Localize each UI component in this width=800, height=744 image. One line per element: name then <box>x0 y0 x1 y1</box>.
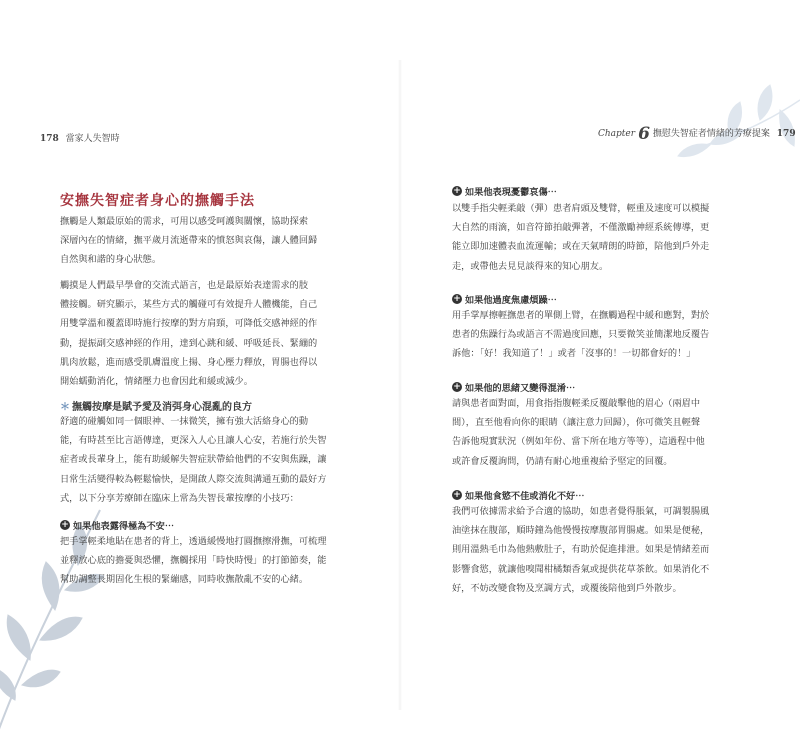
question-text: 如果他表現憂鬱哀傷⋯ <box>465 187 557 198</box>
question-heading-appetite <box>452 488 584 502</box>
left-running-header <box>40 131 120 144</box>
question-heading-depressed <box>452 184 557 198</box>
question-text: 如果他的思緒又變得混淆⋯ <box>465 383 576 394</box>
plus-circle-icon: + <box>453 490 461 500</box>
subsection-heading <box>60 398 252 413</box>
plus-circle-icon: + <box>61 520 69 530</box>
question-text: 如果他過度焦慮煩躁⋯ <box>465 295 557 306</box>
plus-circle-icon: + <box>453 382 461 392</box>
question-heading-irritable <box>452 292 557 306</box>
question-heading-confused <box>452 380 575 394</box>
leaf-decoration-left <box>0 470 120 744</box>
answer-appetite: 我們可依據需求給予合適的協助，如患者覺得脹氣，可調製腸風 油塗抹在腹部，順時鐘為他慢慢按摩腹部胃腸處。如果是便秘， 則用溫熱毛巾為他熱敷肚子，有助於促進排泄。如果是情緒差而 影響食慾，就讓他嗅聞柑橘類香氣或提供花草茶飲。如果消化不 好，不妨改變食物及烹調方式，或覆後陪他到戶外散步。 <box>452 506 710 594</box>
left-running-title: 當家人失智時 <box>65 134 120 144</box>
left-paragraph-3: 舒適的碰觸如同一個眼神、一抹微笑，擁有強大活絡身心的動 能，有時甚至比言語傳達，更深入人心且讓人心安，若施行於失智 症者或長輩身上，能有助緩解失智症狀帶給他們的不安與焦躁，讓 日常生活變得較為輕鬆愉快，是開啟人際交流與溝通互動的最好方 式，以下分享芳療師在臨床上常為失智長輩按摩的小技巧： <box>60 416 327 504</box>
chapter-label: Chapter <box>598 129 636 139</box>
right-page-number: 179 <box>776 129 796 139</box>
subsection-heading-text: 撫觸按摩是賦予愛及消弭身心混亂的良方 <box>72 402 252 413</box>
answer-depressed: 以雙手指尖輕柔敲（彈）患者肩頭及雙臂，輕重及速度可以模擬 大自然的雨滴，如音符節拍敲彈著，不僅激勵神經系統傳導，更 能立即加速體表血流運輸；或在天氣晴朗的時節，陪他到戶外走 走，或帶他去見見談得來的知心朋友。 <box>452 203 710 272</box>
question-text: 如果他表露得極為不安⋯ <box>73 521 175 532</box>
section-title: 安撫失智症者身心的撫觸手法 <box>60 193 255 209</box>
answer-anxious: 把手掌輕柔地貼在患者的背上，透過緩慢地打圓撫擦滑撫，可梳理 並釋放心底的擔憂與恐懼，撫觸採用「時快時慢」的打節節奏，能 幫助調整長期固化生根的緊繃感，同時收撫散亂不安的心緒。 <box>60 536 327 586</box>
chapter-number: 6 <box>638 124 650 144</box>
plus-circle-icon: + <box>453 186 461 196</box>
left-paragraph-2: 觸摸是人們最早學會的交流式語言，也是最原始表達需求的肢 體接觸。研究顯示，某些方式的觸碰可有效提升人體機能，自己 用雙掌溫和覆蓋即時施行按摩的對方肩頸，可降低交感神經的作 動，提振副交感神經的作用，達到心跳和緩、呼吸延長、緊繃的 肌肉放鬆，進而感受肌膚溫度上揚、身心壓力釋放，胃腸也得以 開始蠕動消化，情緒壓力也會因此和緩或減少。 <box>60 280 318 388</box>
book-gutter-shadow <box>398 60 402 710</box>
asterisk-icon: ＊ <box>60 402 70 413</box>
question-text: 如果他食慾不佳或消化不好⋯ <box>465 491 585 502</box>
answer-confused: 請與患者面對面，用食指指腹輕柔反覆敲擊他的眉心（兩眉中 間），直至他看向你的眼睛（讓注意力回歸），你可微笑且輕聲 告訴他現實狀況（例如年份、當下所在地方等等），這過程中他 或許會反覆詢問，仍請有耐心地重複給予堅定的回覆。 <box>452 398 705 467</box>
plus-circle-icon: + <box>453 294 461 304</box>
right-running-title: 撫慰失智症者情緒的芳療提案 <box>652 129 770 139</box>
answer-irritable: 用手掌厚擦輕撫患者的單側上臂，在撫觸過程中緩和應對，對於 患者的焦躁行為或語言不需過度回應，只要微笑並簡潔地反覆告 訴他：「好！我知道了！」或者「沒事的！一切都會好的！」 <box>452 310 710 360</box>
left-page-number: 178 <box>40 134 59 144</box>
question-heading-anxious <box>60 518 174 532</box>
left-paragraph-1: 撫觸是人類最原始的需求，可用以感受呵護與關懷，協助探索 深層內在的情緒，撫平歲月流逝帶來的憤怒與哀傷，讓人體回歸 自然與和諧的身心狀態。 <box>60 216 318 266</box>
right-running-header <box>598 124 800 144</box>
